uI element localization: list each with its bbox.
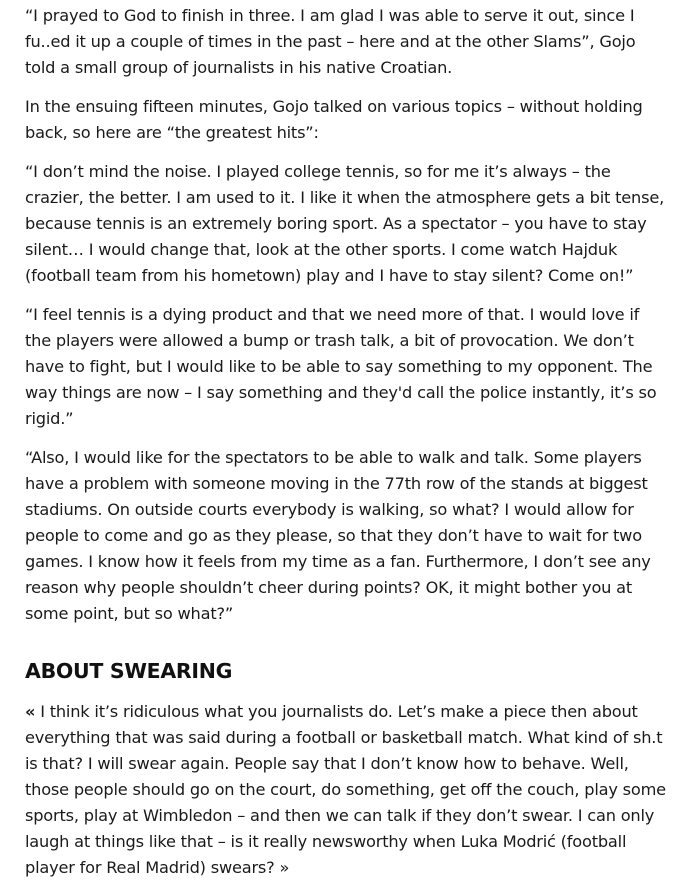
swearing-quote-text: I think it’s ridiculous what you journalists do. Let’s make a piece then about everything that was said during a football or basketball match. What kind of sh.t is that? I will swear again. People say that I don’t know how to behave. Well, those people should go on the court, do something, get off the couch, play some sports, play at Wimbledon – and then we can talk if they don’t swear. I can only laugh at things like that – is it really newsworthy when Luka Modrić (football player for Real Madrid) swears? » [25,702,666,877]
section-heading: ABOUT SWEARING [25,659,233,683]
paragraph-spectators-quote: “Also, I would like for the spectators to be able to walk and talk. Some players have a problem with someone moving in the 77th row of the stands at biggest stadiums. On outside courts everybody is walking, so what? I would allow for people to come and go as they please, so that they don’t have to wait for two games. I know how it feels from my time as a fan. Furthermore, I don’t see any reason why people shouldn’t cheer during points? OK, it might bother you at some point, but so what?” [25,448,651,623]
paragraph-dying-product-quote: “I feel tennis is a dying product and that we need more of that. I would love if the players were allowed a bump or trash talk, a bit of provocation. We don’t have to fight, but I would like to be able to say something to my opponent. The way things are now – I say something and they'd call the police instantly, it’s so rigid.” [25,305,657,428]
article-body [25,0,670,894]
paragraph-noise-quote: “I don’t mind the noise. I played college tennis, so for me it’s always – the crazier, the better. I am used to it. I like it when the atmosphere gets a bit tense, because tennis is an extremely boring sport. As a spectator – you have to stay silent… I would change that, look at the other sports. I come watch Hajduk (football team from his hometown) play and I have to stay silent? Come on!” [25,162,665,285]
open-quote-mark: « [25,702,36,721]
paragraph-ensuing-minutes: In the ensuing fifteen minutes, Gojo talked on various topics – without holding back, so here are “the greatest hits”: [25,97,643,142]
paragraph-swearing-quote [25,699,670,881]
paragraph-prayed-to-god: “I prayed to God to finish in three. I am glad I was able to serve it out, since I fu..ed it up a couple of times in the past – here and at the other Slams”, Gojo told a small group of journalists in his native Croatian. [25,6,636,77]
